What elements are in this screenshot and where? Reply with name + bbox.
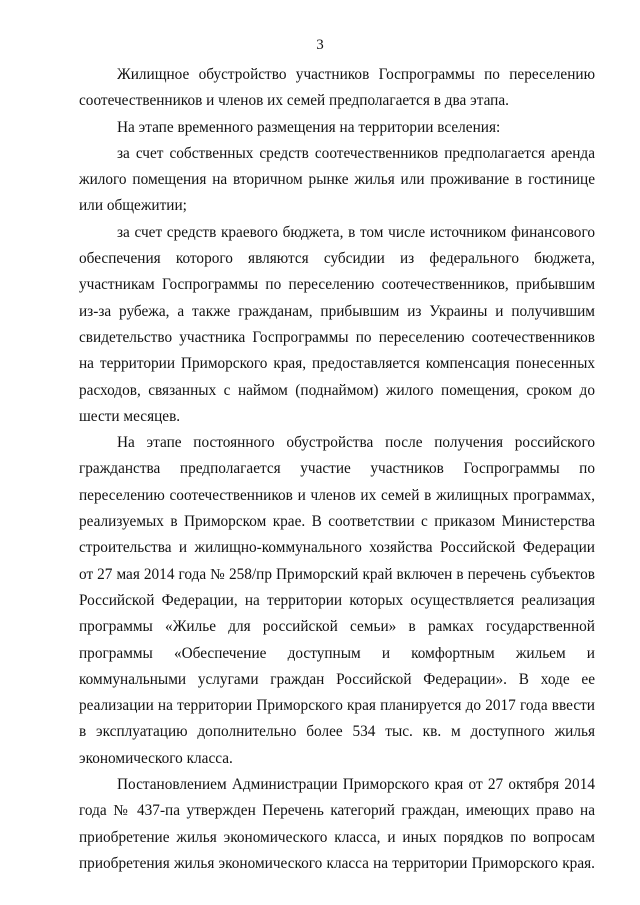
paragraph-own-funds: за счет собственных средств соотечественников предполагается аренда жилого помещения на вторичном рынке жилья или проживание в гостинице или общежитии; (79, 144, 595, 215)
paragraph-housing-stages: Жилищное обустройство участников Госпрограммы по переселению соотечественников и членов их семей предполагается в два этапа. (79, 66, 595, 110)
page-number: 3 (316, 37, 324, 53)
paragraph-permanent-stage: На этапе постоянного обустройства после получения российского гражданства предполагается участие участников Госпрограммы по переселению соотечественников и членов их семей в жилищных программах, реализуемых в Приморском крае. В соответствии с приказом Министерства строительства и жилищно-коммунального хозяйства Российской Федерации от 27 мая 2014 года № 258/пр Приморский край включен в перечень субъектов Российской Федерации, на территории которых осуществляется реализация программы «Жилье для российской семьи» в рамках государственной программы «Обеспечение доступным и комфортным жильем и коммунальными услугами граждан Российской Федерации». В ходе ее реализации на территории Приморского края планируется до 2017 года ввести в эксплуатацию дополнительно более 534 тыс. кв. м доступного жилья экономического класса. (79, 434, 595, 767)
paragraph-administration-decree: Постановлением Администрации Приморского края от 27 октября 2014 года № 437-па утвержден Перечень категорий граждан, имеющих право на приобретение жилья экономического класса, и иных порядков по вопросам приобретения жилья экономического класса на территории Приморского края. (79, 776, 595, 872)
document-body (79, 62, 595, 877)
paragraph-temporary-stage: На этапе временного размещения на территории вселения: (117, 118, 501, 136)
paragraph-regional-budget: за счет средств краевого бюджета, в том числе источником финансового обеспечения которого являются субсидии из федерального бюджета, участникам Госпрограммы по переселению соотечественников, прибывшим из-за рубежа, а также гражданам, прибывшим из Украины и получившим свидетельство участника Госпрограммы по переселению соотечественников на территории Приморского края, предоставляется компенсация понесенных расходов, связанных с наймом (поднаймом) жилого помещения, сроком до шести месяцев. (79, 223, 595, 425)
